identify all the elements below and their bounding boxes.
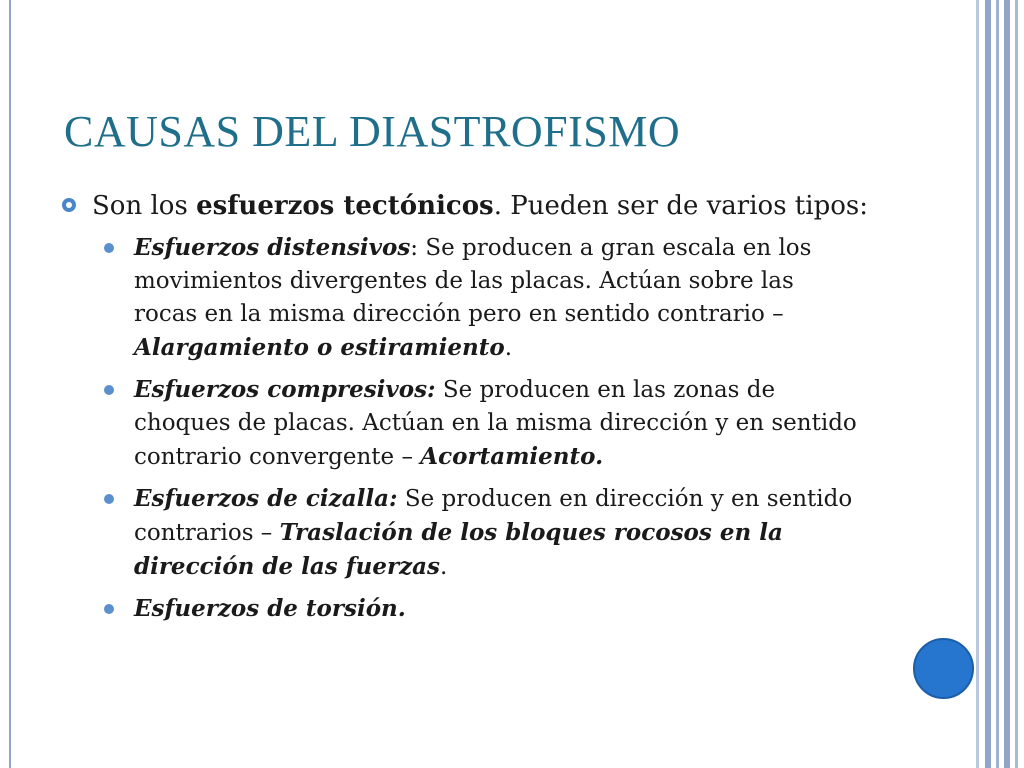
item-end: . — [440, 554, 448, 580]
intro-bold: esfuerzos tectónicos — [196, 191, 494, 221]
ring-bullet-icon — [62, 198, 76, 212]
intro-prefix: Son los — [92, 191, 197, 221]
intro-suffix: . Pueden ser de varios tipos: — [493, 191, 868, 221]
item-text: : Se producen a gran escala en los movimientos divergentes de las placas. Actúan sobre las rocas en la misma dirección pero en sentido contrario – — [134, 235, 812, 327]
item-term: Esfuerzos de torsión. — [134, 595, 406, 622]
list-item — [104, 592, 864, 626]
slide-title: CAUSAS DEL DIASTROFISMO — [64, 107, 681, 156]
dot-bullet-icon — [104, 494, 114, 504]
item-text: Se producen en las zonas de choques de placas. Actúan en la misma dirección y en sentido contrario convergente – — [134, 377, 857, 470]
dot-bullet-icon — [104, 385, 114, 395]
left-frame-line — [9, 0, 11, 768]
item-result: Traslación de los bloques rocosos en la dirección de las fuerzas — [134, 519, 783, 580]
decorative-circle — [913, 638, 974, 699]
right-frame-stripe — [996, 0, 999, 768]
item-result: Alargamiento o estiramiento — [134, 334, 505, 361]
right-frame-stripe — [1004, 0, 1010, 768]
item-text: Se producen en dirección y en sentido contrarios – — [134, 486, 853, 546]
stress-types-list — [104, 231, 864, 626]
dot-bullet-icon — [104, 243, 114, 253]
item-end: . — [504, 335, 513, 361]
right-frame-stripe — [1015, 0, 1018, 768]
item-term: Esfuerzos distensivos — [134, 234, 411, 261]
dot-bullet-icon — [104, 604, 114, 614]
list-item — [104, 231, 864, 365]
list-item — [104, 482, 864, 584]
item-result: Acortamiento. — [420, 443, 604, 470]
right-frame-stripe — [976, 0, 979, 768]
item-term: Esfuerzos de cizalla: — [134, 485, 398, 512]
list-item — [104, 373, 864, 474]
slide-content — [62, 188, 892, 634]
item-term: Esfuerzos compresivos: — [134, 376, 436, 403]
right-frame-stripe — [985, 0, 991, 768]
intro-bullet — [62, 188, 892, 225]
